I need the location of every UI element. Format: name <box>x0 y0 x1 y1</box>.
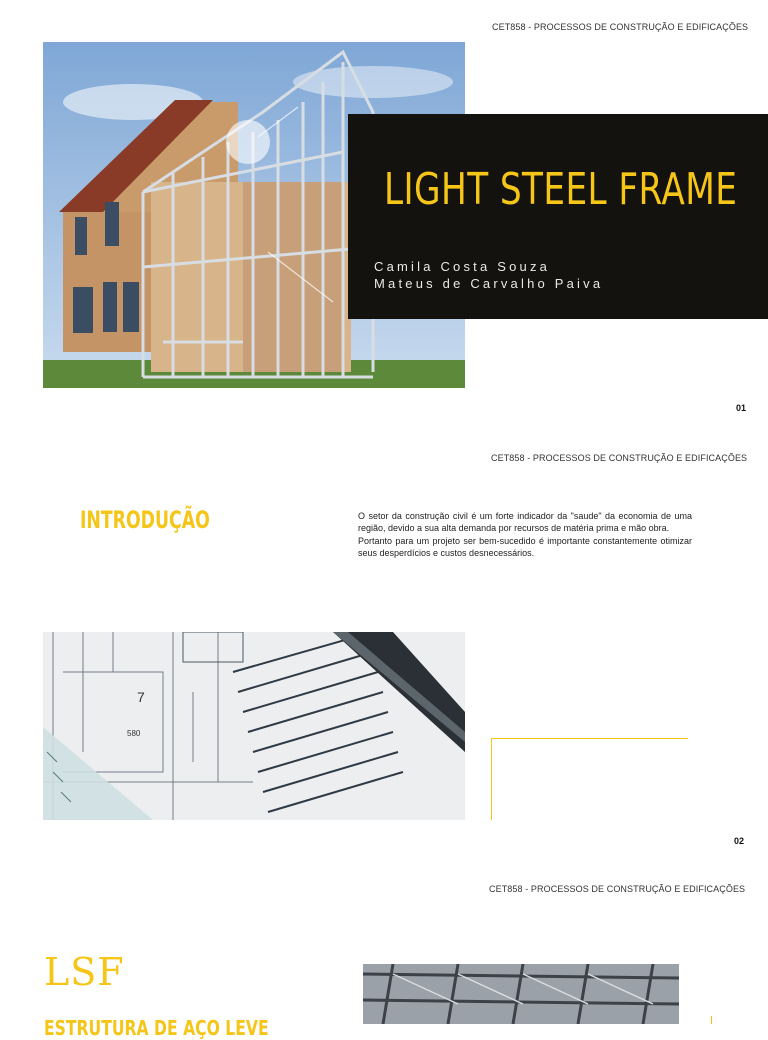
page-number: 02 <box>734 836 745 846</box>
accent-line-left <box>491 738 492 820</box>
course-header: CET858 - PROCESSOS DE CONSTRUÇÃO E EDIFICAÇÕES <box>492 22 749 32</box>
blueprint-photo <box>43 632 465 820</box>
course-header: CET858 - PROCESSOS DE CONSTRUÇÃO E EDIFICAÇÕES <box>489 884 746 894</box>
intro-paragraphs <box>358 510 692 560</box>
author-name: Camila Costa Souza <box>374 259 551 274</box>
intro-paragraph: Portanto para um projeto ser bem-sucedido é importante constantemente otimizar seus desperdícios e custos desnecessários. <box>358 535 692 559</box>
course-header: CET858 - PROCESSOS DE CONSTRUÇÃO E EDIFICAÇÕES <box>491 453 748 463</box>
section-heading: LSF <box>44 950 125 994</box>
section-subheading: ESTRUTURA DE AÇO LEVE <box>44 1016 269 1040</box>
intro-paragraph: O setor da construção civil é um forte indicador da "saude" da economia de uma região, devido a sua alta demanda por recursos de matéria prima e mão obra. <box>358 511 692 534</box>
svg-text:7: 7 <box>137 689 145 705</box>
presentation-title: LIGHT STEEL FRAME <box>384 164 738 215</box>
accent-line-top <box>491 738 688 739</box>
svg-text:580: 580 <box>127 729 141 738</box>
page-number: 01 <box>736 403 747 413</box>
title-panel <box>348 114 768 319</box>
steel-structure-photo <box>363 964 679 1024</box>
accent-line-right <box>711 1016 712 1024</box>
section-heading: INTRODUÇÃO <box>80 506 210 534</box>
author-name: Mateus de Carvalho Paiva <box>374 276 604 291</box>
